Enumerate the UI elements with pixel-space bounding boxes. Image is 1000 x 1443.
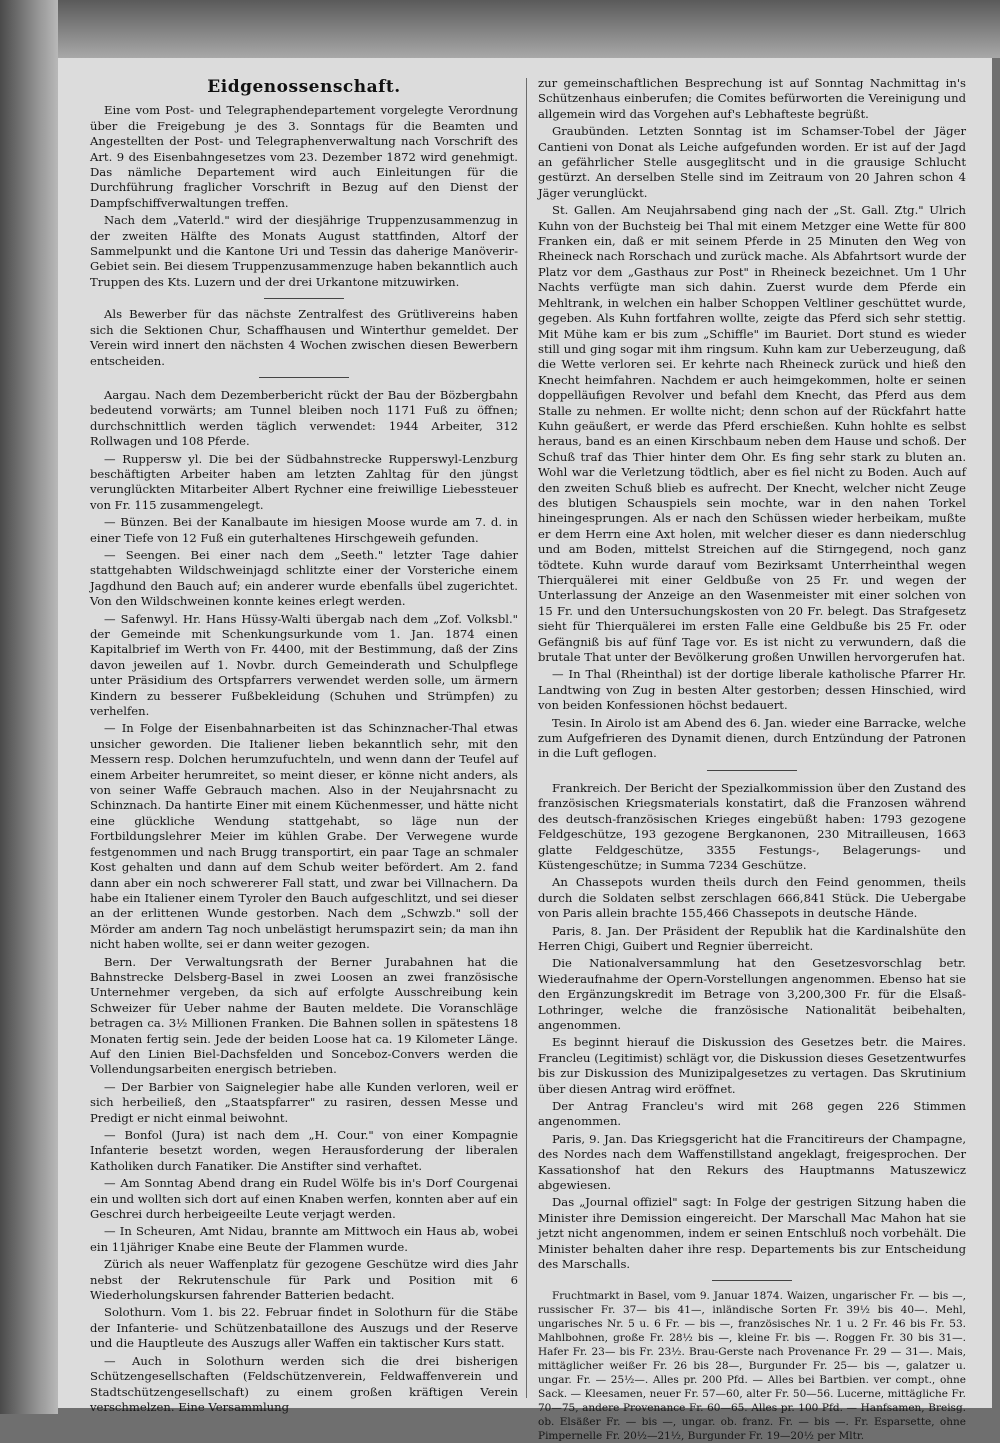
article-paragraph: — Am Sonntag Abend drang ein Rudel Wölfe bis in's Dorf Courgenai ein und wollten sich dort auf einen Knaben werfen, konnten aber auf ein Geschrei durch herbeigeeilte Leute verjagt werden.: [90, 1176, 518, 1222]
article-paragraph: St. Gallen. Am Neujahrsabend ging nach der „St. Gall. Ztg." Ulrich Kuhn von der Buchsteig bei Thal mit einem Metzger eine Wette für 800 Franken ein, daß er mit seinem Pferde in 25 Minuten den Weg von Rheineck nach Rorschach und zurück mache. Als Abfahrtsort wurde der Platz vor dem „Gasthaus zur Post" in Rheineck bezeichnet. Um 1 Uhr Nachts verfügte man sich dahin. Zuerst wurde dem Pferde ein Mehltrank, in welchen ein halber Schoppen Veltliner geschüttet wurde, gegeben. Als Kuhn fortfahren wollte, zeigte das Pferd sich sehr stettig. Mit Mühe kam er bis zum „Schiffle" im Bauriet. Dort stund es wieder still und ging sogar mit ihm ringsum. Kuhn kam zur Ueberzeugung, daß die Wette verloren sei. Er kehrte nach Rheineck zurück und hieß den Knecht heimfahren. Nachdem er auch heimgekommen, holte er seinen doppelläufigen Revolver und befahl dem Knecht, das Pferd aus dem Stalle zu nehmen. Er wollte nicht; denn schon auf der Rückfahrt hatte Kuhn geäußert, er werde das Pferd erschießen. Kuhn hohlte es selbst heraus, band es an einen Kirschbaum neben dem Hause und schoß. Der Schuß traf das Thier hinter dem Ohr. Es fing sehr stark zu bluten an. Wohl war die Verletzung tödtlich, aber es fiel nicht zu Boden. Auch auf den zweiten Schuß blieb es aufrecht. Der Knecht, welcher nicht Zeuge des blutigen Schauspiels sein mochte, war in den nahen Torkel hineingesprungen. Als er nach den Schüssen wieder herbeikam, mußte er dem Herrn eine Axt holen, mit welcher dieser es dann niederschlug und am Boden, mittelst Streichen auf die Stirngegend, noch ganz tödtete. Kuhn wurde darauf vom Bezirksamt Unterrheinthal wegen Thierquälerei mit einer Geldbuße von 25 Fr. und wegen der Unterlassung der Anzeige an den Wasenmeister mit einer solchen von 15 Fr. und den Untersuchungskosten von 20 Fr. belegt. Das Strafgesetz sieht für Thierquälerei im ersten Falle eine Geldbuße bis 25 Fr. oder Gefängniß bis auf fünf Tage vor. Es ist nicht zu verwundern, daß die brutale That unter der Bevölkerung großen Unwillen hervorgerufen hat.: [538, 203, 966, 665]
right-column: [538, 76, 966, 1443]
separator-rule: [264, 298, 344, 299]
left-column: [90, 76, 518, 1414]
article-paragraph: — Safenwyl. Hr. Hans Hüssy-Walti übergab nach dem „Zof. Volksbl." der Gemeinde mit Schenkungsurkunde vom 1. Jan. 1874 einen Kapitalbrief im Werth von Fr. 4400, mit der Bestimmung, daß der Zins davon jeweilen auf 1. Novbr. durch Gemeinderath und Schulpflege unter Präsidium des Ortspfarrers verwendet werden solle, um ärmern Kindern zu besserer Fußbekleidung (Schuhen und Strümpfen) zu verhelfen.: [90, 611, 518, 719]
article-paragraph: Graubünden. Letzten Sonntag ist im Schamser-Tobel der Jäger Cantieni von Donat als Leiche aufgefunden worden. Er ist auf der Jagd an gefährlicher Stelle ausgeglitscht und in die grausige Schlucht gestürzt. An derselben Stelle sind im Zeitraum von 20 Jahren schon 4 Jäger verunglückt.: [538, 124, 966, 200]
market-report: Fruchtmarkt in Basel, vom 9. Januar 1874. Waizen, ungarischer Fr. — bis —, russischer Fr. 37— bis 41—, inländische Sorten Fr. 39½ bis 40—. Mehl, ungarisches Nr. 5 u. 6 Fr. — bis —, französisches Nr. 1 u. 2 Fr. 46 bis Fr. 53. Mahlbohnen, große Fr. 28½ bis —, kleine Fr. bis —. Roggen Fr. 30 bis 31—. Hafer Fr. 23— bis Fr. 23½. Brau-Gerste nach Provenance Fr. 29 — 31—. Mais, mittäglicher weißer Fr. 26 bis 28—, Burgunder Fr. 25— bis —, galatzer u. ungar. Fr. — 25½—. Alles pr. 200 Pfd. — Alles bei Bartbien. ver compt., ohne Sack. — Kleesamen, neuer Fr. 57—60, alter Fr. 50—56. Lucerne, mittägliche Fr. 70—75, andere Provenance Fr. 60—65. Alles pr. 100 Pfd. — Hanfsamen, Breisg. ob. Elsäßer Fr. — bis —, ungar. ob. franz. Fr. — bis —. Fr. Esparsette, ohne Pimpernelle Fr. 20½—21½, Burgunder Fr. 19—20½ per Mltr.: [538, 1290, 966, 1443]
article-paragraph: Paris, 9. Jan. Das Kriegsgericht hat die Francitireurs der Champagne, des Nordes nach dem Waffenstillstand angeklagt, freigesprochen. Der Kassationshof hat den Rekurs des Hauptmanns Matuszewicz abgewiesen.: [538, 1131, 966, 1193]
section-title: Eidgenossenschaft.: [207, 77, 401, 97]
article-paragraph: Das „Journal offiziel" sagt: In Folge der gestrigen Sitzung haben die Minister ihre Demission eingereicht. Der Marschall Mac Mahon hat sie jetzt nicht angenommen, indem er seinen Entschluß noch vorbehält. Die Minister behalten daher ihre resp. Departements bis zur Entscheidung des Marschalls.: [538, 1195, 966, 1272]
article-paragraph: Nach dem „Vaterld." wird der diesjährige Truppenzusammenzug in der zweiten Hälfte des Monats August stattfinden, Altorf der Sammelpunkt und die Kantone Uri und Tessin das daherige Manöverir-Gebiet sein. Bei diesem Truppenzusammenzuge haben bekanntlich auch Truppen des Kts. Luzern und der drei Urkantone mitzuwirken.: [90, 213, 518, 289]
article-paragraph: Als Bewerber für das nächste Zentralfest des Grütlivereins haben sich die Sektionen Chur, Schaffhausen und Winterthur gemeldet. Der Verein wird innert den nächsten 4 Wochen zwischen diesen Bewerbern entscheiden.: [90, 307, 518, 368]
article-paragraph: zur gemeinschaftlichen Besprechung ist auf Sonntag Nachmittag in's Schützenhaus einberufen; die Comites befürworten die Vereinigung und allgemein wird das Vorgehen auf's Lebhafteste begrüßt.: [538, 76, 966, 121]
article-paragraph: Zürich als neuer Waffenplatz für gezogene Geschütze wird dies Jahr nebst der Rekrutenschule für Park und Position mit 6 Wiederholungskursen fahrender Batterien bedacht.: [90, 1257, 518, 1303]
article-paragraph: Aargau. Nach dem Dezemberbericht rückt der Bau der Bözbergbahn bedeutend vorwärts; am Tunnel bleiben noch 1171 Fuß zu öffnen; durchschnittlich werden täglich verwendet: 1944 Arbeiter, 312 Rollwagen und 108 Pferde.: [90, 387, 518, 449]
column-divider: [526, 78, 527, 1398]
article-paragraph: Tesin. In Airolo ist am Abend des 6. Jan. wieder eine Barracke, welche zum Aufgefrieren des Dynamit dienen, durch Entzündung der Patronen in die Luft geflogen.: [538, 715, 966, 761]
article-paragraph: — Auch in Solothurn werden sich die drei bisherigen Schützengesellschaften (Feldschützenverein, Feldwaffenverein und Stadtschützengesellschaft) zu einem großen kräftigen Verein verschmelzen. Eine Versammlung: [90, 1353, 518, 1414]
article-paragraph: Die Nationalversammlung hat den Gesetzesvorschlag betr. Wiederaufnahme der Opern-Vorstellungen angenommen. Ebenso hat sie den Ergänzungskredit im Betrage von 3,200,300 Fr. für die Elsaß-Lothringer, welche die französische Nationalität beibehalten, angenommen.: [538, 956, 966, 1032]
article-paragraph: — Der Barbier von Saignelegier habe alle Kunden verloren, weil er sich herbeiließ, den „Staatspfarrer" zu rasiren, dessen Messe und Predigt er nicht einmal beiwohnt.: [90, 1079, 518, 1125]
article-paragraph: Der Antrag Francleu's wird mit 268 gegen 226 Stimmen angenommen.: [538, 1099, 966, 1129]
article-paragraph: — Ruppersw yl. Die bei der Südbahnstrecke Rupperswyl-Lenzburg beschäftigten Arbeiter haben am letzten Zahltag für den jüngst verunglückten Mitarbeiter Albert Rychner eine freiwillige Liebessteuer von Fr. 115 zusammengelegt.: [90, 451, 518, 512]
article-paragraph: — Seengen. Bei einer nach dem „Seeth." letzter Tage dahier stattgehabten Wildschweinjagd schlitzte einer der Vorsteriche einem Jagdhund den Bauch auf; ein anderer wurde ebenfalls übel zugerichtet. Von den Wildschweinen konnte keines erlegt werden.: [90, 547, 518, 609]
article-paragraph: Es beginnt hierauf die Diskussion des Gesetzes betr. die Maires. Francleu (Legitimist) schlägt vor, die Diskussion dieses Gesetzentwurfes bis zur Diskussion des Munizipalgesetzes zu vertagen. Das Skrutinium über diesen Antrag wird eröffnet.: [538, 1035, 966, 1096]
article-paragraph: — Bünzen. Bei der Kanalbaute im hiesigen Moose wurde am 7. d. in einer Tiefe von 12 Fuß ein guterhaltenes Hirschgeweih gefunden.: [90, 515, 518, 545]
separator-rule: [707, 770, 797, 771]
article-paragraph: Frankreich. Der Bericht der Spezialkommission über den Zustand des französischen Kriegsmaterials konstatirt, daß die Franzosen während des deutsch-französischen Krieges eingebüßt haben: 1793 gezogene Feldgeschütze, 193 gezogene Bergkanonen, 230 Mitrailleusen, 1663 glatte Feldgeschütze, 3355 Festungs-, Belagerungs- und Küstengeschütze; in Summa 7234 Geschütze.: [538, 780, 966, 872]
article-paragraph: An Chassepots wurden theils durch den Feind genommen, theils durch die Soldaten selbst zerschlagen 666,841 Stück. Die Uebergabe von Paris allein brachte 155,466 Chassepots in deutsche Hände.: [538, 875, 966, 921]
scan-top-shadow: [0, 0, 1000, 58]
separator-rule: [712, 1280, 792, 1281]
separator-rule: [259, 377, 349, 378]
scan-binding-shadow: [0, 0, 58, 1414]
article-paragraph: — In Folge der Eisenbahnarbeiten ist das Schinznacher-Thal etwas unsicher geworden. Die Italiener lieben bekanntlich sehr, mit den Messern resp. Dolchen herumzufuchteln, und wenn dann der Teufel auf einem Arbeiter herumreitet, so meint dieser, er könne nicht anders, als von seiner Waffe Gebrauch machen. Also in der Neujahrsnacht zu Schinznach. Da hantirte Einer mit einem Küchenmesser, und hätte nicht eine glückliche Wendung stattgehabt, so läge nun der Fortbildungslehrer Meier im kühlen Grabe. Der Verwegene wurde festgenommen und nach Brugg transportirt, ein paar Tage an schmaler Kost gehalten und dann auf dem Schub weiter befördert. Am 2. fand dann aber ein noch schwererer Fall statt, und zwar bei Villnachern. Da habe ein Italiener einem Tyroler den Bauch aufgeschlitzt, und sei dieser an der erlittenen Wunde gestorben. Nach dem „Schwzb." soll der Mörder am andern Tag noch unbelästigt herumspazirt sein; da man ihn nicht haben wollte, sei er dann weiter gezogen.: [90, 721, 518, 952]
article-paragraph: Bern. Der Verwaltungsrath der Berner Jurabahnen hat die Bahnstrecke Delsberg-Basel in zwei Loosen an zwei französische Unternehmer vergeben, da sich auf erfolgte Ausschreibung kein Schweizer für Ueber nahme der Bauten meldete. Die Voranschläge betragen ca. 3½ Millionen Franken. Die Bahnen sollen in spätestens 18 Monaten fertig sein. Jede der beiden Loose hat ca. 19 Kilometer Länge. Auf den Linien Biel-Dachsfelden und Sonceboz-Convers werden die Vollendungsarbeiten energisch betrieben.: [90, 954, 518, 1077]
article-paragraph: Solothurn. Vom 1. bis 22. Februar findet in Solothurn für die Stäbe der Infanterie- und Schützenbataillone des Auszugs und der Reserve und die Hauptleute des Auszugs aller Waffen ein taktischer Kurs statt.: [90, 1305, 518, 1351]
article-paragraph: — In Scheuren, Amt Nidau, brannte am Mittwoch ein Haus ab, wobei ein 11jähriger Knabe eine Beute der Flammen wurde.: [90, 1224, 518, 1254]
article-paragraph: Eine vom Post- und Telegraphendepartement vorgelegte Verordnung über die Freigebung je des 3. Sonntags für die Beamten und Angestellten der Post- und Telegraphenverwaltung nach Vorschrift des Art. 9 des Eisenbahngesetzes vom 23. Dezember 1872 wird genehmigt. Das nämliche Departement wird auch Einleitungen für die Durchführung fraglicher Vorschrift in Bezug auf den Dienst der Dampfschiffverwaltungen treffen.: [90, 103, 518, 210]
article-paragraph: — Bonfol (Jura) ist nach dem „H. Cour." von einer Kompagnie Infanterie besetzt worden, wegen Herausforderung der liberalen Katholiken durch Fanatiker. Die Anstifter sind verhaftet.: [90, 1128, 518, 1173]
newspaper-page: [58, 58, 992, 1443]
article-paragraph: — In Thal (Rheinthal) ist der dortige liberale katholische Pfarrer Hr. Landtwing von Zug in besten Alter gestorben; dessen Hinschied, wird von beiden Konfessionen höchst bedauert.: [538, 667, 966, 713]
article-paragraph: Paris, 8. Jan. Der Präsident der Republik hat die Kardinalshüte den Herren Chigi, Guibert und Regnier überreicht.: [538, 923, 966, 953]
